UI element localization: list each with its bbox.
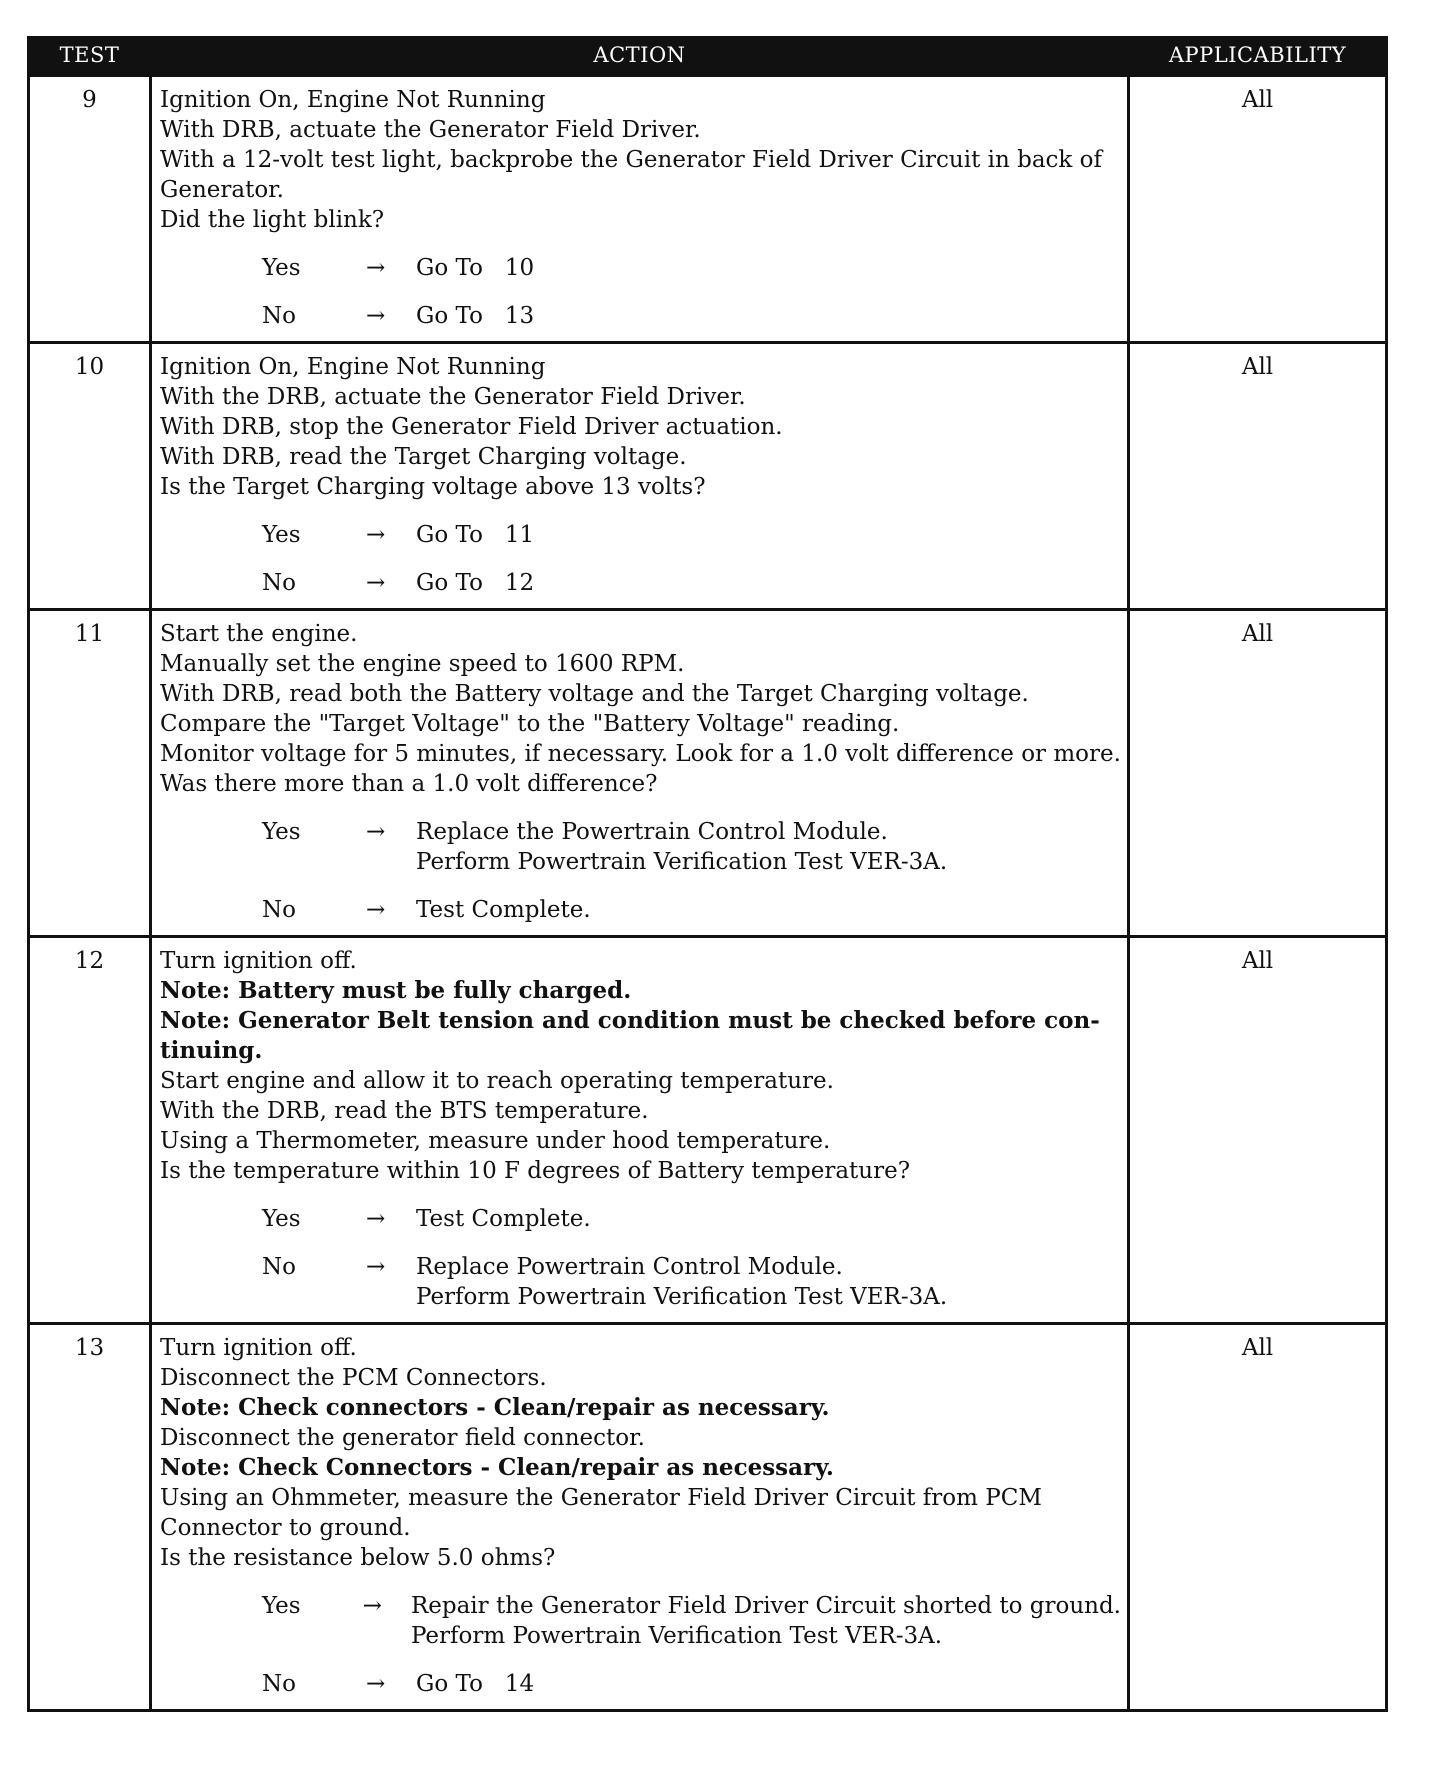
result-outcome-line: Go To 14 — [416, 1671, 535, 1697]
diagnostic-test-sheet — [27, 36, 1385, 1712]
result-label: No — [262, 1254, 296, 1280]
result-branch — [160, 520, 1121, 550]
action-cell — [151, 937, 1129, 1324]
action-cell — [151, 1324, 1129, 1711]
action-step: With the DRB, actuate the Generator Field Driver. — [160, 384, 746, 410]
arrow-right-icon: → — [366, 1671, 386, 1697]
table-row — [29, 343, 1387, 610]
action-step: Disconnect the PCM Connectors. — [160, 1365, 547, 1391]
action-step: Was there more than a 1.0 volt difference? — [160, 771, 658, 797]
header-test: TEST — [29, 36, 151, 76]
applicability-value: All — [1129, 1324, 1387, 1711]
result-outcome-line: Go To 10 — [416, 255, 535, 281]
result-outcome-line: Go To 11 — [416, 522, 535, 548]
test-number: 12 — [29, 937, 151, 1324]
action-step: Start the engine. — [160, 621, 358, 647]
action-step: Monitor voltage for 5 minutes, if necessary. Look for a 1.0 volt difference or more. — [160, 741, 1121, 767]
result-branch — [160, 1591, 1121, 1651]
result-outcome — [416, 568, 1121, 598]
action-note: Note: Battery must be fully charged. — [160, 977, 632, 1004]
arrow-right-icon: → — [366, 819, 386, 845]
header-applicability: APPLICABILITY — [1129, 36, 1387, 76]
result-outcome-line: Perform Powertrain Verification Test VER-3A. — [416, 849, 948, 875]
action-step: Connector to ground. — [160, 1515, 411, 1541]
action-step: With DRB, read both the Battery voltage and the Target Charging voltage. — [160, 681, 1029, 707]
action-step: With the DRB, read the BTS temperature. — [160, 1098, 649, 1124]
result-branch — [160, 253, 1121, 283]
result-label: Yes — [262, 1593, 301, 1619]
result-outcome — [416, 301, 1121, 331]
header-action: ACTION — [151, 36, 1129, 76]
table-header — [29, 36, 1387, 76]
action-note: tinuing. — [160, 1037, 263, 1064]
result-label: No — [262, 897, 296, 923]
table-row — [29, 76, 1387, 343]
action-step: Turn ignition off. — [160, 948, 357, 974]
arrow-right-icon: → — [366, 570, 386, 596]
applicability-value: All — [1129, 610, 1387, 937]
action-step: Did the light blink? — [160, 207, 385, 233]
test-number: 9 — [29, 76, 151, 343]
arrow-right-icon: → — [366, 303, 386, 329]
result-label: Yes — [262, 819, 301, 845]
result-branch — [160, 1252, 1121, 1312]
action-step: Is the Target Charging voltage above 13 volts? — [160, 474, 706, 500]
result-outcome — [416, 1204, 1121, 1234]
result-outcome-line: Perform Powertrain Verification Test VER-3A. — [416, 1284, 948, 1310]
action-step: Compare the "Target Voltage" to the "Battery Voltage" reading. — [160, 711, 900, 737]
result-outcome-line: Repair the Generator Field Driver Circuit shorted to ground. — [410, 1593, 1121, 1619]
table-body — [29, 76, 1387, 1711]
result-branch — [160, 895, 1121, 925]
action-cell — [151, 343, 1129, 610]
result-outcome-line: Replace the Powertrain Control Module. — [416, 819, 888, 845]
action-note: Note: Generator Belt tension and condition must be checked before con- — [160, 1007, 1100, 1034]
action-step: Ignition On, Engine Not Running — [160, 87, 546, 113]
arrow-right-icon: → — [362, 1593, 382, 1619]
action-step: Using an Ohmmeter, measure the Generator Field Driver Circuit from PCM — [160, 1485, 1042, 1511]
action-note: Note: Check Connectors - Clean/repair as necessary. — [160, 1454, 834, 1481]
applicability-value: All — [1129, 343, 1387, 610]
result-outcome — [416, 520, 1121, 550]
action-step: Disconnect the generator field connector. — [160, 1425, 645, 1451]
result-outcome — [416, 895, 1121, 925]
action-note: Note: Check connectors - Clean/repair as necessary. — [160, 1394, 830, 1421]
arrow-right-icon: → — [366, 1206, 386, 1232]
action-step: Turn ignition off. — [160, 1335, 357, 1361]
table-row — [29, 937, 1387, 1324]
action-step: Is the temperature within 10 F degrees of Battery temperature? — [160, 1158, 911, 1184]
result-label: No — [262, 1671, 296, 1697]
result-label: Yes — [262, 255, 301, 281]
table-row — [29, 1324, 1387, 1711]
result-outcome — [416, 1669, 1121, 1699]
result-label: Yes — [262, 1206, 301, 1232]
arrow-right-icon: → — [366, 1254, 386, 1280]
table-row — [29, 610, 1387, 937]
result-branch — [160, 1204, 1121, 1234]
result-label: No — [262, 303, 296, 329]
arrow-right-icon: → — [366, 897, 386, 923]
action-step: With DRB, actuate the Generator Field Driver. — [160, 117, 701, 143]
diagnostic-test-table — [27, 36, 1388, 1712]
result-label: No — [262, 570, 296, 596]
action-step: Start engine and allow it to reach operating temperature. — [160, 1068, 834, 1094]
applicability-value: All — [1129, 76, 1387, 343]
result-outcome-line: Replace Powertrain Control Module. — [416, 1254, 843, 1280]
test-number: 13 — [29, 1324, 151, 1711]
action-step: With DRB, stop the Generator Field Driver actuation. — [160, 414, 783, 440]
action-cell — [151, 76, 1129, 343]
result-branch — [160, 568, 1121, 598]
action-step: Generator. — [160, 177, 284, 203]
action-step: Using a Thermometer, measure under hood temperature. — [160, 1128, 831, 1154]
result-outcome-line: Go To 13 — [416, 303, 535, 329]
action-step: With DRB, read the Target Charging voltage. — [160, 444, 687, 470]
result-branch — [160, 301, 1121, 331]
result-outcome — [411, 1591, 1121, 1651]
action-step: Is the resistance below 5.0 ohms? — [160, 1545, 556, 1571]
action-step: Ignition On, Engine Not Running — [160, 354, 546, 380]
arrow-right-icon: → — [366, 255, 386, 281]
result-outcome — [416, 817, 1121, 877]
test-number: 11 — [29, 610, 151, 937]
result-branch — [160, 1669, 1121, 1699]
result-outcome — [416, 1252, 1121, 1312]
result-outcome-line: Perform Powertrain Verification Test VER-3A. — [410, 1623, 943, 1649]
action-step: Manually set the engine speed to 1600 RPM. — [160, 651, 685, 677]
action-cell — [151, 610, 1129, 937]
result-outcome-line: Go To 12 — [416, 570, 535, 596]
test-number: 10 — [29, 343, 151, 610]
result-outcome — [416, 253, 1121, 283]
result-branch — [160, 817, 1121, 877]
applicability-value: All — [1129, 937, 1387, 1324]
result-outcome-line: Test Complete. — [416, 1206, 591, 1232]
result-label: Yes — [262, 522, 301, 548]
result-outcome-line: Test Complete. — [416, 897, 591, 923]
arrow-right-icon: → — [366, 522, 386, 548]
action-step: With a 12-volt test light, backprobe the Generator Field Driver Circuit in back of — [160, 147, 1103, 173]
